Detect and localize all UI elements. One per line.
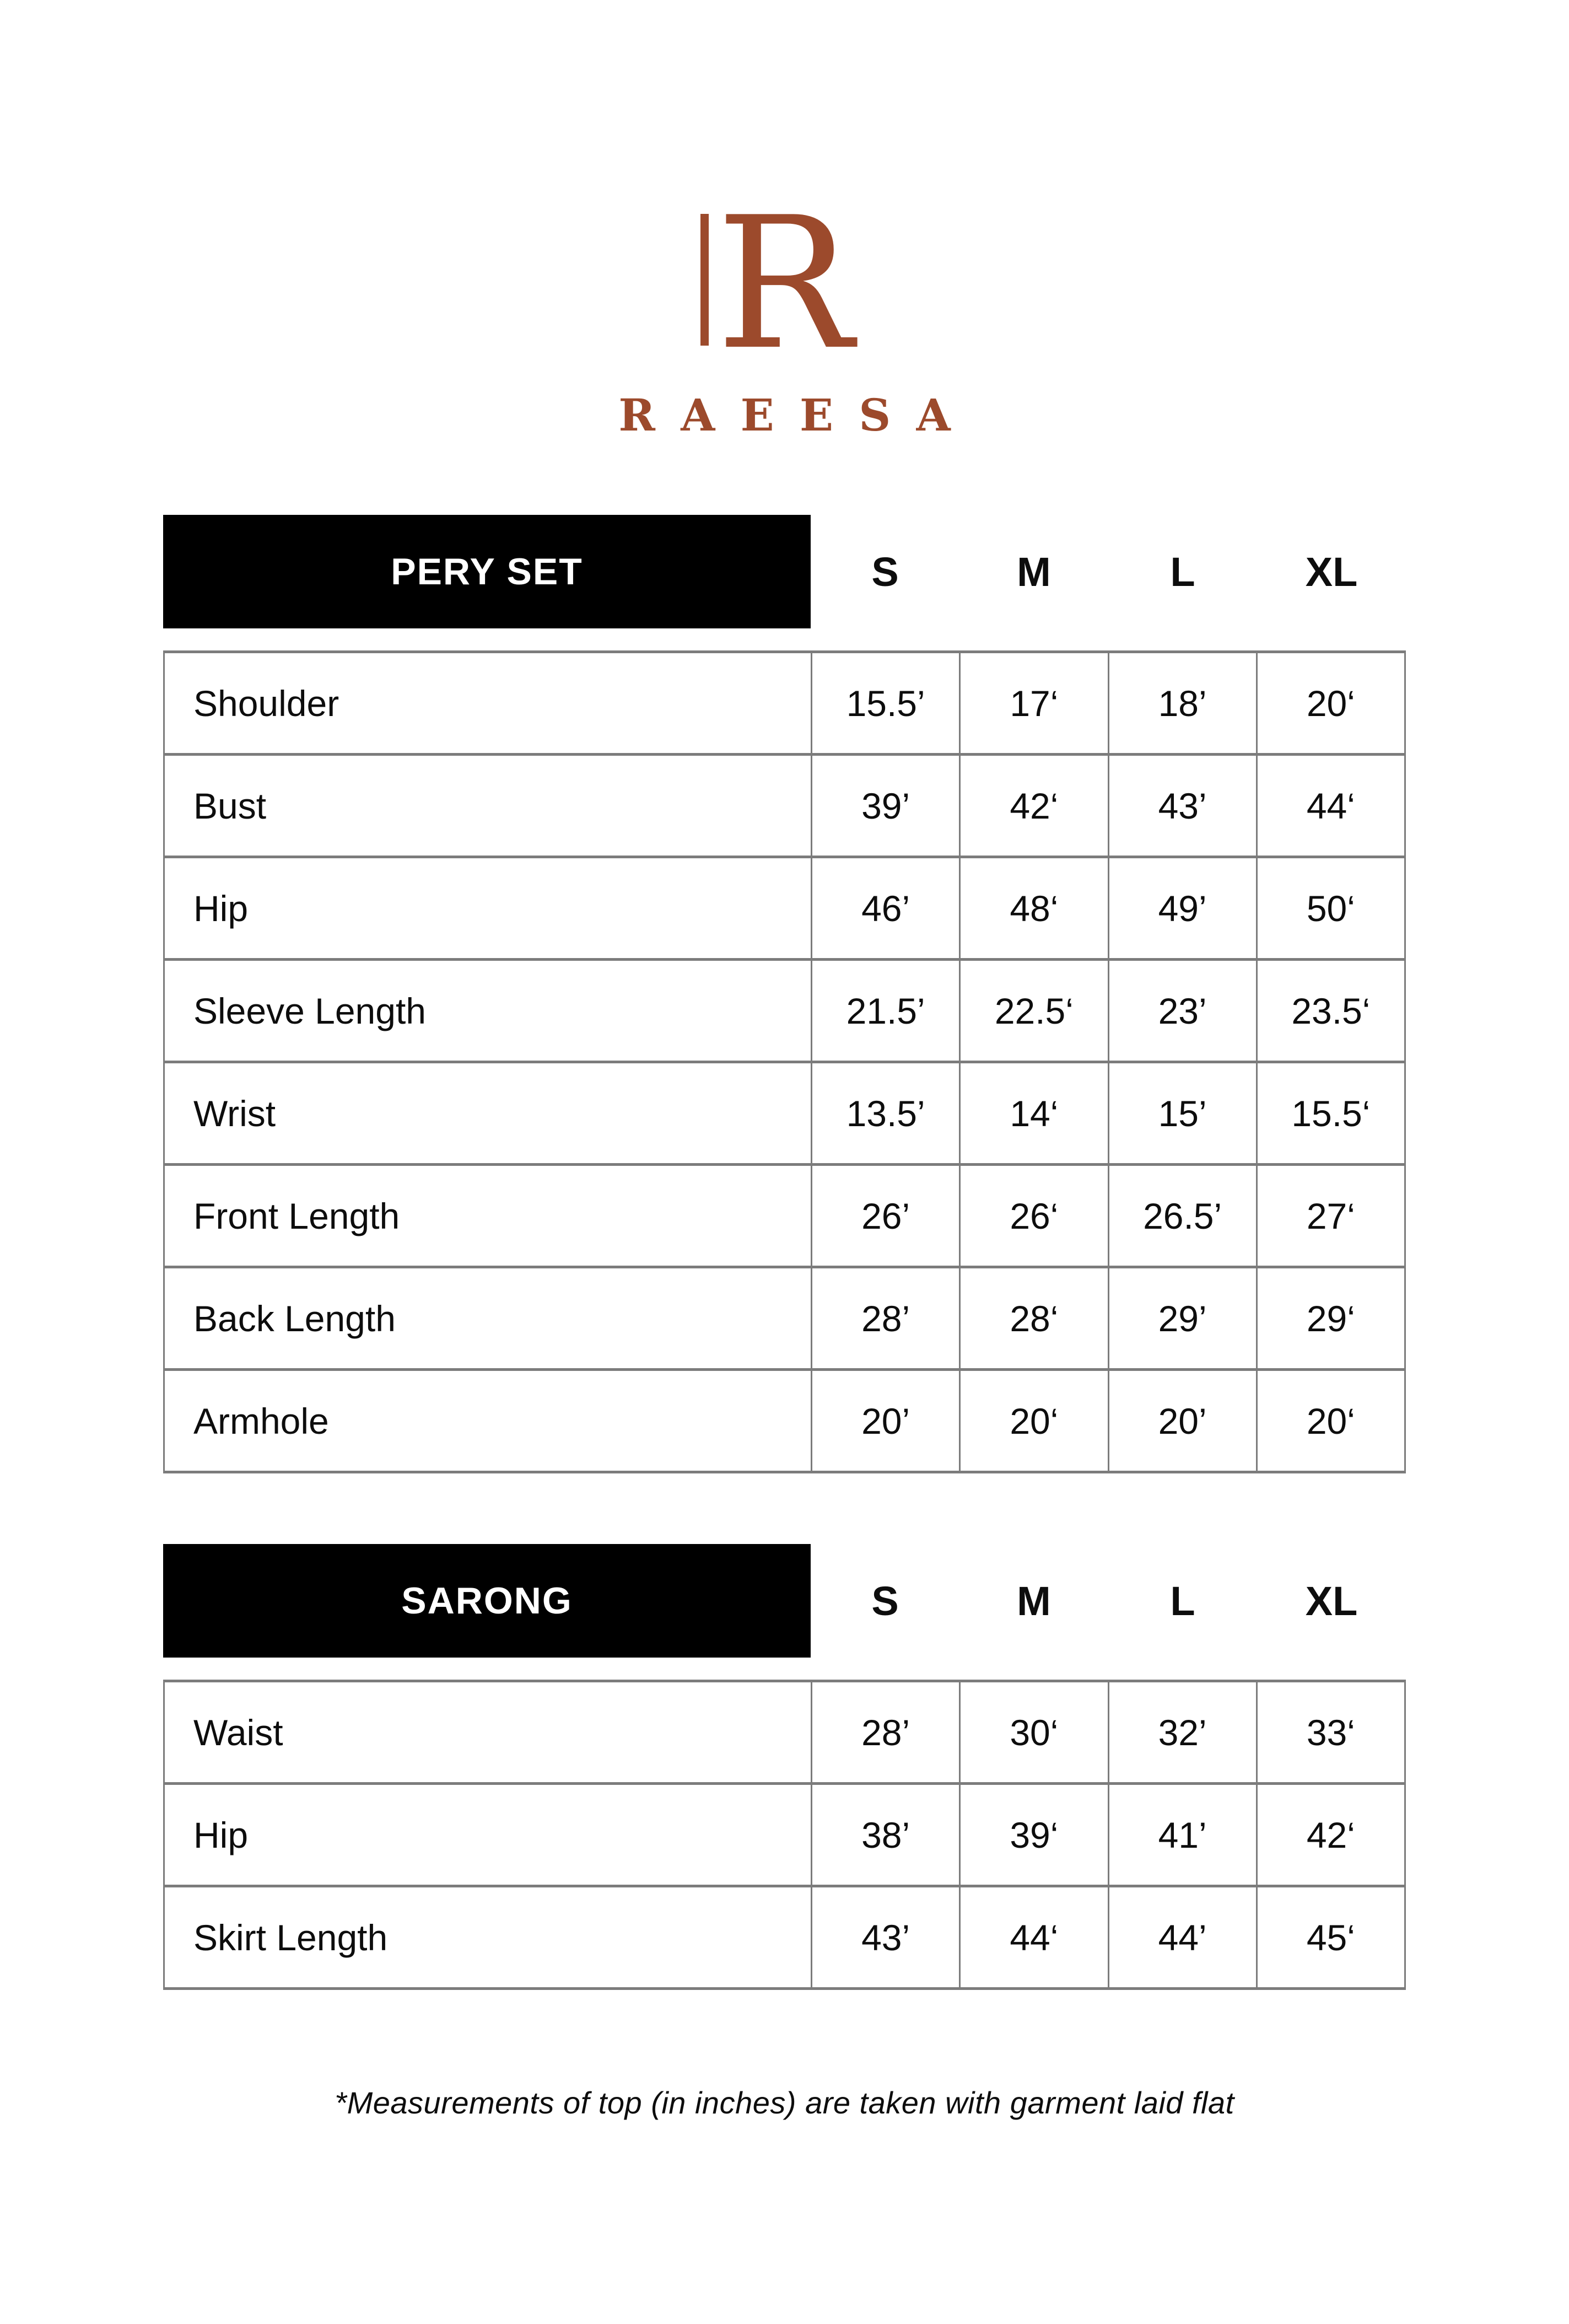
size-value: 32’ (1108, 1682, 1256, 1782)
table-row (165, 958, 1404, 1061)
row-label: Back Length (193, 1298, 396, 1339)
size-value: 20‘ (959, 1371, 1107, 1471)
size-value: 26‘ (959, 1166, 1107, 1266)
row-label: Sleeve Length (193, 990, 427, 1031)
table-row (165, 1682, 1404, 1782)
size-value: 44‘ (1256, 756, 1404, 856)
size-value: 49’ (1108, 858, 1256, 958)
row-label: Bust (193, 785, 267, 826)
table-title-box (163, 515, 811, 628)
table-row (165, 856, 1404, 958)
footnote: *Measurements of top (in inches) are taken with garment laid flat (335, 2085, 1234, 2120)
size-value: 18’ (1108, 653, 1256, 753)
size-column-header: L (1170, 1578, 1195, 1624)
measurement-table (163, 650, 1406, 1473)
size-value: 45‘ (1256, 1887, 1404, 1987)
brand-name: RAEESA (618, 389, 977, 441)
size-column-header: M (1017, 548, 1051, 595)
size-value: 17‘ (959, 653, 1107, 753)
table-row (165, 1368, 1404, 1471)
table-row (165, 753, 1404, 856)
table-header (163, 1544, 1406, 1658)
size-value: 20’ (811, 1371, 959, 1471)
row-label: Shoulder (193, 682, 339, 724)
table-row (165, 1885, 1404, 1987)
size-value: 21.5’ (811, 961, 959, 1061)
size-value: 23’ (1108, 961, 1256, 1061)
size-value: 43’ (811, 1887, 959, 1987)
table-row (165, 1163, 1404, 1266)
size-value: 20’ (1108, 1371, 1256, 1471)
size-value: 15.5’ (811, 653, 959, 753)
size-value: 46’ (811, 858, 959, 958)
size-charts (163, 515, 1406, 1990)
size-value: 42‘ (1256, 1785, 1404, 1885)
size-value: 44’ (1108, 1887, 1256, 1987)
table-title: SARONG (401, 1580, 573, 1622)
size-value: 13.5’ (811, 1063, 959, 1163)
size-value: 22.5‘ (959, 961, 1107, 1061)
size-value: 15.5‘ (1256, 1063, 1404, 1163)
size-column-header: XL (1305, 548, 1358, 595)
size-value: 43’ (1108, 756, 1256, 856)
row-label: Hip (193, 887, 249, 929)
row-label: Wrist (193, 1093, 276, 1134)
row-label: Skirt Length (193, 1917, 388, 1958)
table-row (165, 1782, 1404, 1885)
size-value: 15’ (1108, 1063, 1256, 1163)
size-value: 41’ (1108, 1785, 1256, 1885)
row-label: Armhole (193, 1400, 329, 1441)
size-value: 50‘ (1256, 858, 1404, 958)
table-header (163, 515, 1406, 628)
section-sarong (163, 1544, 1406, 1990)
size-value: 48‘ (959, 858, 1107, 958)
size-value: 26.5’ (1108, 1166, 1256, 1266)
size-value: 30‘ (959, 1682, 1107, 1782)
row-label: Waist (193, 1712, 283, 1753)
table-title-box (163, 1544, 811, 1658)
brand-logo (0, 178, 1569, 441)
size-value: 26’ (811, 1166, 959, 1266)
size-value: 33‘ (1256, 1682, 1404, 1782)
size-value: 23.5‘ (1256, 961, 1404, 1061)
size-value: 28’ (811, 1268, 959, 1368)
size-column-header: S (871, 1578, 899, 1624)
size-column-header: XL (1305, 1578, 1358, 1624)
size-value: 42‘ (959, 756, 1107, 856)
size-value: 14‘ (959, 1063, 1107, 1163)
size-value: 20‘ (1256, 1371, 1404, 1471)
size-value: 38’ (811, 1785, 959, 1885)
size-value: 27‘ (1256, 1166, 1404, 1266)
size-value: 29’ (1108, 1268, 1256, 1368)
size-value: 39‘ (959, 1785, 1107, 1885)
section-pery-set (163, 515, 1406, 1473)
size-value: 28’ (811, 1682, 959, 1782)
size-column-header: M (1017, 1578, 1051, 1624)
size-column-header: L (1170, 548, 1195, 595)
size-value: 39’ (811, 756, 959, 856)
table-row (165, 1061, 1404, 1163)
size-value: 29‘ (1256, 1268, 1404, 1368)
measurement-table (163, 1680, 1406, 1990)
page-footer (0, 2085, 1569, 2121)
row-label: Front Length (193, 1195, 400, 1236)
size-value: 20‘ (1256, 653, 1404, 753)
brand-logo-letter: R (716, 178, 853, 390)
size-value: 44‘ (959, 1887, 1107, 1987)
table-title: PERY SET (391, 551, 583, 593)
table-row (165, 653, 1404, 753)
table-row (165, 1266, 1404, 1368)
brand-logo-mark (716, 178, 853, 390)
size-column-header: S (871, 548, 899, 595)
row-label: Hip (193, 1814, 249, 1855)
size-value: 28‘ (959, 1268, 1107, 1368)
